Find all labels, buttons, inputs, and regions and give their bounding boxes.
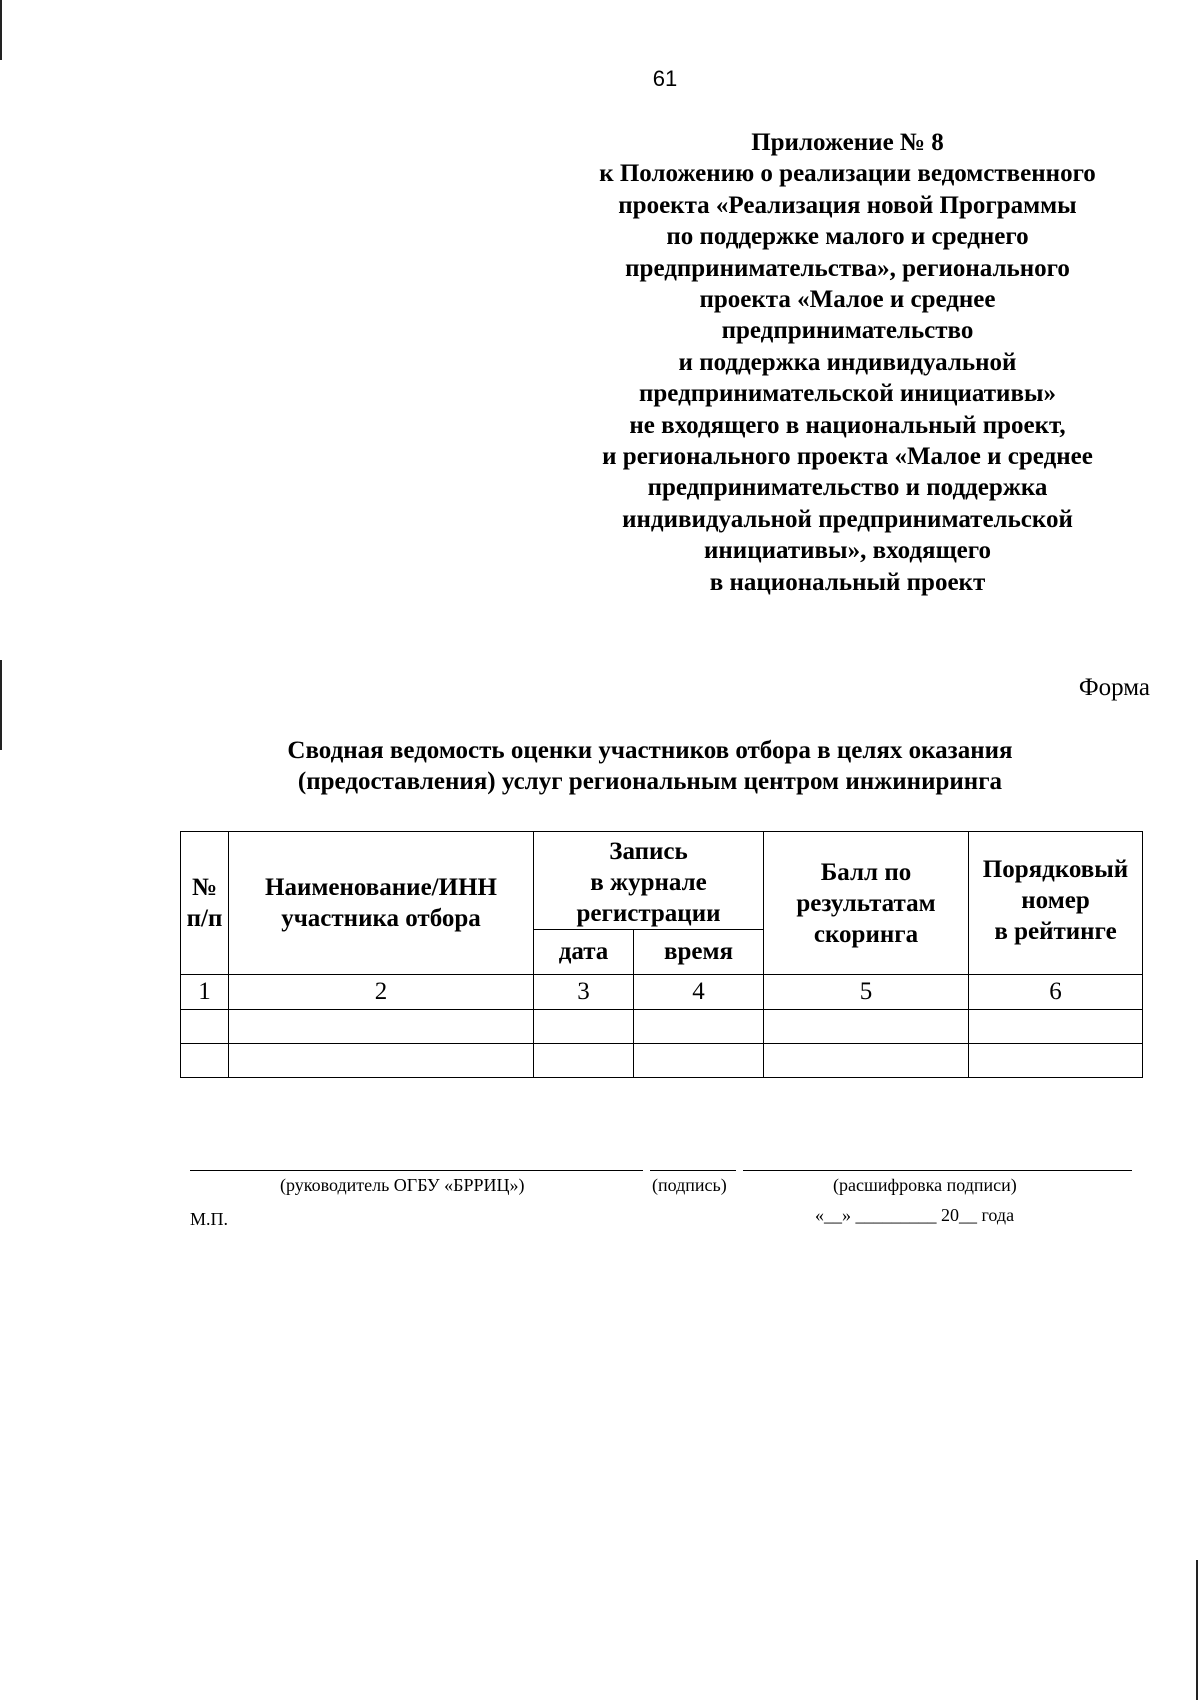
header-number-line: п/п — [186, 905, 223, 932]
header-rank-line: Порядковый — [982, 856, 1129, 883]
table-cell[interactable] — [534, 1044, 634, 1078]
appendix-line: не входящего в национальный проект, — [629, 411, 1066, 439]
table-cell[interactable] — [764, 1044, 969, 1078]
table-cell[interactable] — [634, 1044, 764, 1078]
header-record-line: Запись — [609, 838, 688, 865]
table-cell[interactable] — [229, 1010, 534, 1044]
column-number-row — [181, 975, 1143, 1010]
header-number — [181, 832, 229, 975]
header-participant-name — [229, 832, 534, 975]
document-title-line: Сводная ведомость оценки участников отбора в целях оказания — [287, 737, 1013, 764]
header-score-line: результатам — [796, 889, 936, 917]
appendix-line: инициативы», входящего — [703, 537, 991, 565]
table-cell[interactable] — [534, 1010, 634, 1044]
header-rank-line: номер — [1021, 887, 1090, 914]
appendix-header — [540, 127, 1155, 598]
appendix-line: предпринимательство и поддержка — [647, 474, 1048, 502]
header-score — [764, 832, 969, 975]
appendix-line: в национальный проект — [709, 568, 986, 596]
form-label: Форма — [1078, 674, 1150, 701]
table-cell[interactable] — [969, 1044, 1143, 1078]
appendix-line: проекта «Реализация новой Программы — [618, 191, 1077, 219]
table-cell[interactable] — [181, 1010, 229, 1044]
page-number: 61 — [652, 66, 678, 91]
scan-edge-mark — [0, 0, 2, 60]
table-row — [181, 1044, 1143, 1078]
appendix-line: и регионального проекта «Малое и среднее — [602, 443, 1093, 471]
table-cell[interactable] — [764, 1010, 969, 1044]
head-signature-line[interactable] — [190, 1170, 643, 1171]
signature-caption: (подпись) — [652, 1175, 727, 1195]
seal-place: М.П. — [190, 1209, 229, 1229]
header-time: время — [634, 930, 764, 975]
appendix-line: проекта «Малое и среднее — [699, 286, 996, 314]
document-title — [180, 735, 1120, 797]
date-line[interactable]: «__» _________ 20__ года — [815, 1205, 1015, 1225]
document-title-line: (предоставления) услуг региональным центром инжиниринга — [297, 768, 1003, 795]
appendix-line: и поддержка индивидуальной — [678, 348, 1017, 376]
column-number: 6 — [969, 975, 1143, 1010]
column-number: 1 — [181, 975, 229, 1010]
appendix-line: предпринимательской инициативы» — [639, 380, 1056, 408]
header-rank-line: в рейтинге — [994, 918, 1117, 945]
signature-line[interactable] — [650, 1170, 736, 1171]
table-row — [181, 1010, 1143, 1044]
header-participant-line: участника отбора — [281, 905, 481, 932]
appendix-line: индивидуальной предпринимательской — [622, 505, 1073, 533]
head-caption: (руководитель ОГБУ «БРРИЦ») — [280, 1175, 525, 1195]
header-registration-record — [534, 832, 764, 930]
appendix-line: предпринимательство — [721, 317, 974, 345]
appendix-line: Приложение № 8 — [751, 129, 944, 156]
summary-table — [180, 831, 1143, 1078]
appendix-line: по поддержке малого и среднего — [666, 223, 1029, 251]
appendix-line: к Положению о реализации ведомственного — [599, 160, 1096, 188]
header-score-line: Балл по — [820, 858, 912, 886]
column-number: 4 — [634, 975, 764, 1010]
signature-decoding-caption: (расшифровка подписи) — [833, 1175, 1017, 1195]
column-number: 2 — [229, 975, 534, 1010]
appendix-line: предпринимательства», регионального — [625, 254, 1070, 282]
header-record-line: в журнале — [590, 869, 707, 896]
table-cell[interactable] — [181, 1044, 229, 1078]
scan-edge-mark — [0, 660, 2, 750]
scan-edge-mark — [1196, 1560, 1198, 1700]
header-number-line: № — [191, 874, 218, 901]
signature-decoding-line[interactable] — [743, 1170, 1132, 1171]
header-rank — [969, 832, 1143, 975]
table-cell[interactable] — [634, 1010, 764, 1044]
header-score-line: скоринга — [813, 920, 919, 948]
header-record-line: регистрации — [576, 900, 721, 927]
column-number: 3 — [534, 975, 634, 1010]
header-participant-line: Наименование/ИНН — [265, 874, 497, 901]
header-date: дата — [534, 930, 634, 975]
table-cell[interactable] — [229, 1044, 534, 1078]
table-cell[interactable] — [969, 1010, 1143, 1044]
column-number: 5 — [764, 975, 969, 1010]
